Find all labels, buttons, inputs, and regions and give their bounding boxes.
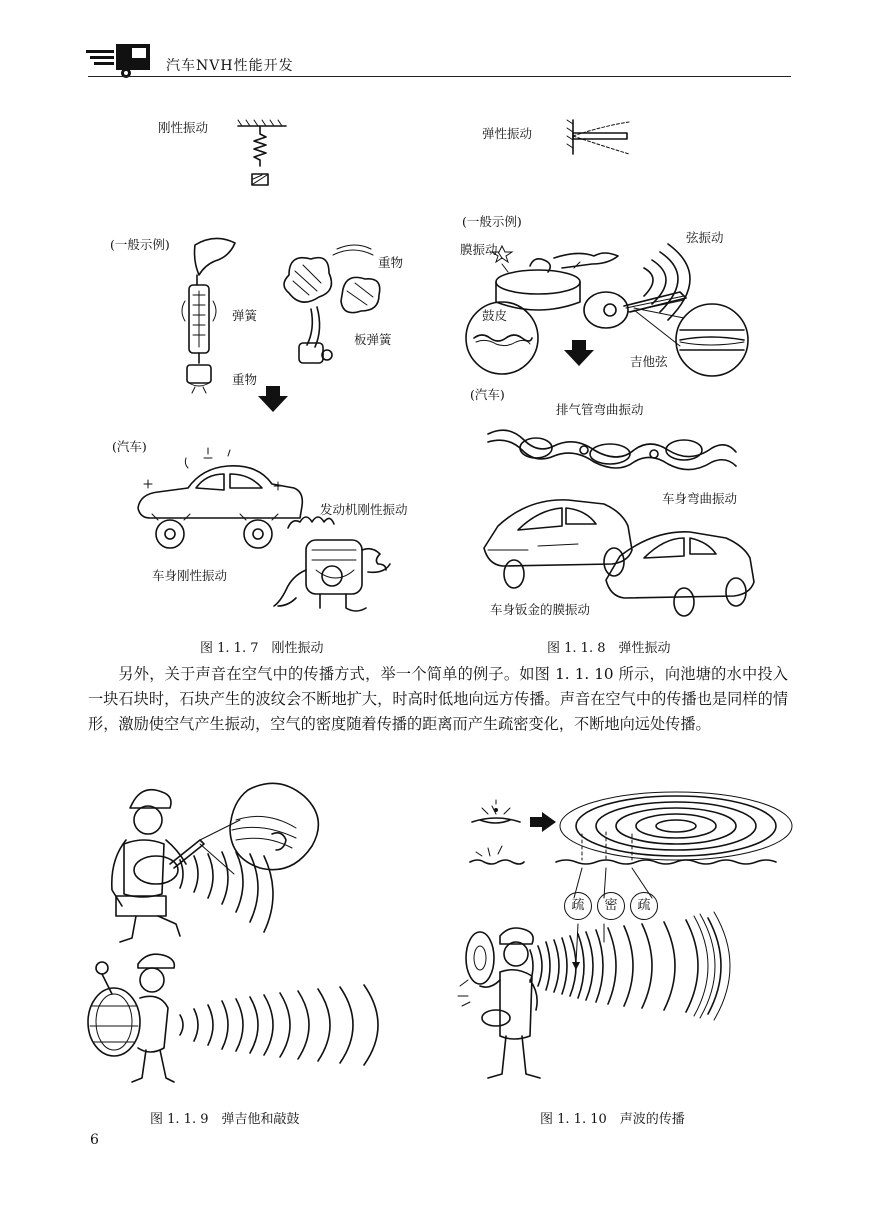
cantilever-beam-icon — [565, 118, 635, 158]
sparse-label-left: 疏 — [571, 898, 585, 913]
fig8-body-bend-label: 车身弯曲振动 — [662, 491, 738, 506]
guitar-sound-waves — [150, 830, 350, 940]
fig8-car-label: (汽车) — [470, 387, 505, 402]
header-title: 汽车NVH性能开发 — [166, 58, 294, 74]
fig10-caption: 图 1. 1. 10 声波的传播 — [540, 1112, 685, 1127]
dense-label: 密 — [604, 898, 618, 913]
stone-splash-icon — [466, 800, 526, 830]
fig7-body-label: 车身刚性振动 — [152, 568, 228, 583]
zoom-lines — [634, 304, 694, 344]
page-number: 6 — [90, 1132, 99, 1148]
ripple-rings-illustration — [556, 790, 796, 870]
fig8-panel-label: 车身钣金的膜振动 — [490, 602, 591, 617]
fig8-exhaust-label: 排气管弯曲振动 — [556, 402, 644, 417]
hand-spring-weight-illustration — [175, 235, 275, 405]
fig8-drumhead-label: 鼓皮 — [482, 308, 508, 323]
fig8-guitar-string-label: 吉他弦 — [630, 354, 668, 369]
fig8-string-label: 弦振动 — [686, 230, 724, 245]
fig8-top-label: 弹性振动 — [482, 126, 533, 141]
body-paragraph — [88, 662, 788, 737]
fig8-example-label: (一般示例) — [462, 214, 522, 229]
fig7-plate-spring-label: 板弹簧 — [354, 332, 392, 347]
fig7-caption: 图 1. 1. 7 刚性振动 — [200, 641, 324, 656]
fig7-weight2-label: 重物 — [378, 255, 404, 270]
down-arrow-icon — [564, 340, 594, 366]
header-rule — [88, 76, 791, 77]
right-arrow-icon — [530, 812, 556, 832]
fig8-drum-label: 膜振动 — [460, 242, 498, 257]
water-drop-icon — [466, 842, 526, 872]
truck-logo-icon — [86, 40, 166, 80]
sparse-label-right: 疏 — [637, 898, 651, 913]
hanging-spring-icon — [236, 118, 296, 188]
fig7-engine-label: 发动机刚性振动 — [320, 502, 408, 517]
fig7-weight-label: 重物 — [232, 372, 258, 387]
down-arrow-icon — [258, 386, 288, 412]
engine-rigid-vibration-illustration — [268, 510, 398, 620]
car-elastic-right-illustration — [600, 520, 760, 620]
compression-waves — [524, 910, 744, 1030]
fig7-spring-label: 弹簧 — [232, 308, 258, 323]
body-paragraph-text: 另外，关于声音在空气中的传播方式，举一个简单的例子。如图 1. 1. 10 所示，向池塘的水中投入一块石块时，石块产生的波纹会不断地扩大，时高时低地向远方传播。声音在空气中的传播也是同样的情形，激励使空气产生振动，空气的密度随着传播的距离而产生疏密变化，不断地向远处传播。 — [88, 665, 788, 733]
fig7-example-label: (一般示例) — [110, 237, 170, 252]
fig7-car-label: (汽车) — [112, 439, 147, 454]
drum-sound-waves — [170, 975, 390, 1085]
fig7-top-label: 刚性振动 — [158, 120, 209, 135]
exhaust-pipe-illustration — [484, 420, 744, 480]
fig9-caption: 图 1. 1. 9 弹吉他和敲鼓 — [150, 1112, 300, 1127]
fig8-caption: 图 1. 1. 8 弹性振动 — [547, 641, 671, 656]
